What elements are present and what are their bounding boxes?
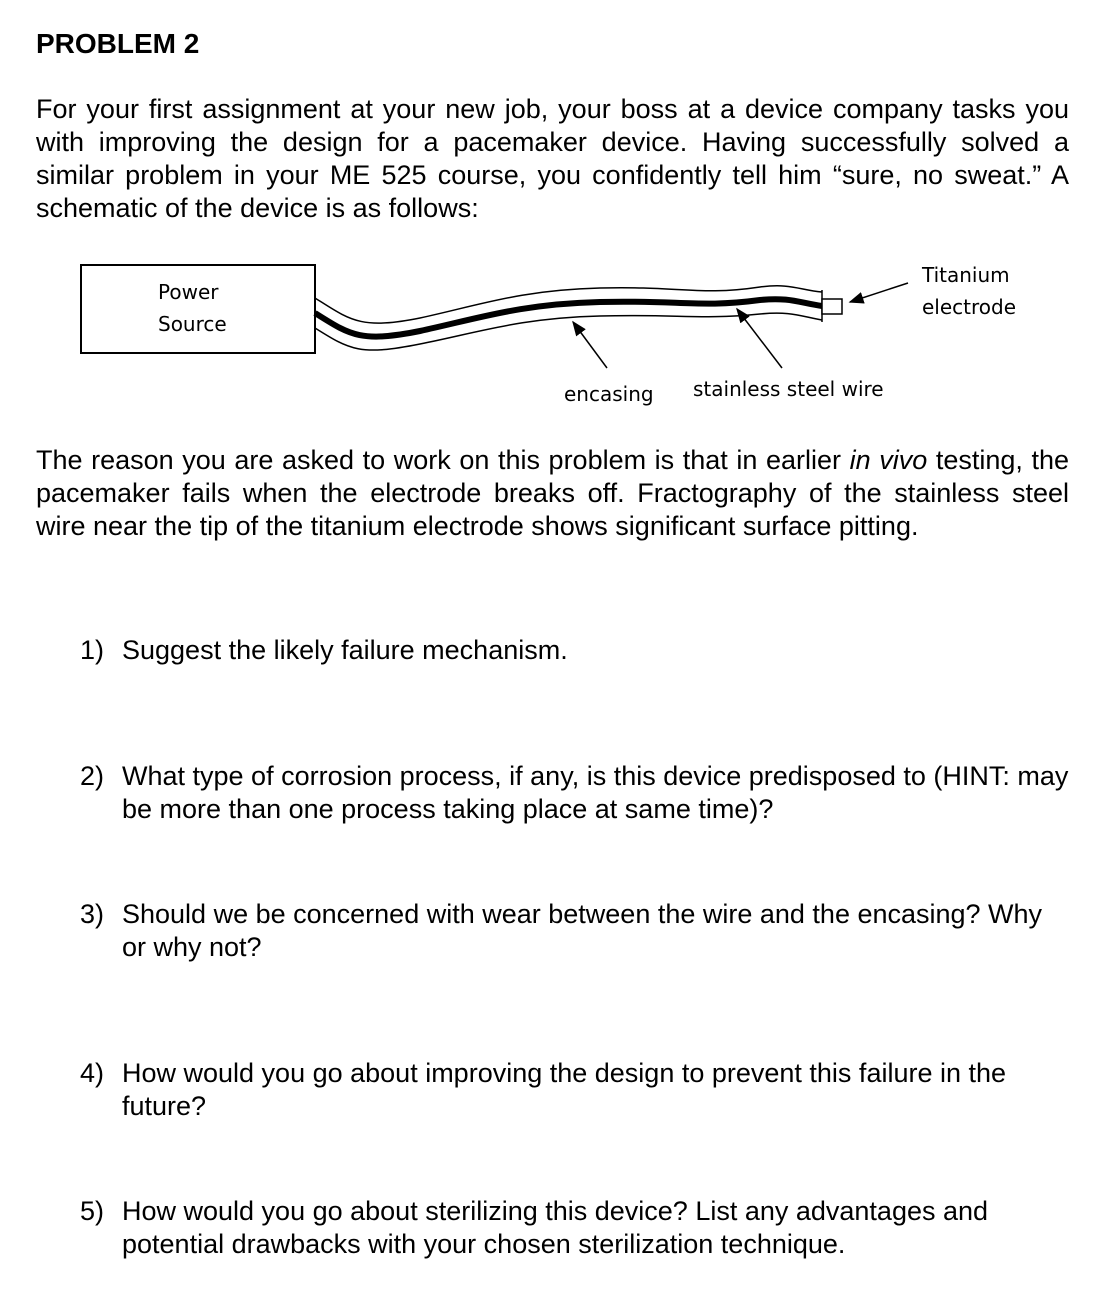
question-2 [80, 760, 1070, 826]
question-text: What type of corrosion process, if any, is this device predisposed to (HINT: may be more than one process taking place at same time)? [122, 761, 1069, 824]
question-number: 4) [80, 1058, 105, 1088]
page-title: PROBLEM 2 [36, 28, 200, 59]
question-text: How would you go about sterilizing this device? List any advantages and potential drawbacks with your chosen sterilization technique. [122, 1196, 989, 1259]
encasing-arrow [573, 322, 607, 368]
power-label-1: Power [158, 280, 219, 304]
question-text: Suggest the likely failure mechanism. [122, 635, 568, 665]
reason-text-2: testing, the pacemaker fails when the electrode breaks off. Fractography of the stainless steel wire near the tip of the titanium electrode shows significant surface pitting. [36, 445, 1069, 541]
question-1 [80, 634, 1070, 667]
encasing-bottom [315, 313, 822, 350]
reason-italic: in vivo [849, 445, 928, 475]
wire-label: stainless steel wire [693, 377, 884, 401]
question-number: 1) [80, 635, 105, 665]
intro-paragraph: For your first assignment at your new job, your boss at a device company tasks you with improving the design for a pacemaker device. Having successfully solved a similar problem in your ME 525 course, you confidently tell him “sure, no sweat.” A schematic of the device is as follows: [36, 94, 1069, 223]
reason-paragraph [36, 444, 1069, 543]
encasing-label: encasing [564, 382, 654, 406]
titanium-electrode [822, 299, 842, 314]
question-4 [80, 1057, 1070, 1123]
question-5 [80, 1195, 1070, 1261]
question-text: Should we be concerned with wear between the wire and the encasing? Why or why not? [122, 899, 1043, 962]
question-number: 3) [80, 899, 105, 929]
power-label-2: Source [158, 312, 227, 336]
question-number: 2) [80, 761, 105, 791]
schematic-drawing [0, 0, 1114, 420]
question-text: How would you go about improving the design to prevent this failure in the future? [122, 1058, 1007, 1121]
wire-arrow [737, 309, 782, 368]
reason-text-1: The reason you are asked to work on this problem is that in earlier [36, 445, 850, 475]
electrode-label-1: Titanium [922, 263, 1010, 287]
question-number: 5) [80, 1196, 105, 1226]
electrode-arrow [850, 283, 908, 302]
electrode-label-2: electrode [922, 295, 1017, 319]
question-3 [80, 898, 1070, 964]
